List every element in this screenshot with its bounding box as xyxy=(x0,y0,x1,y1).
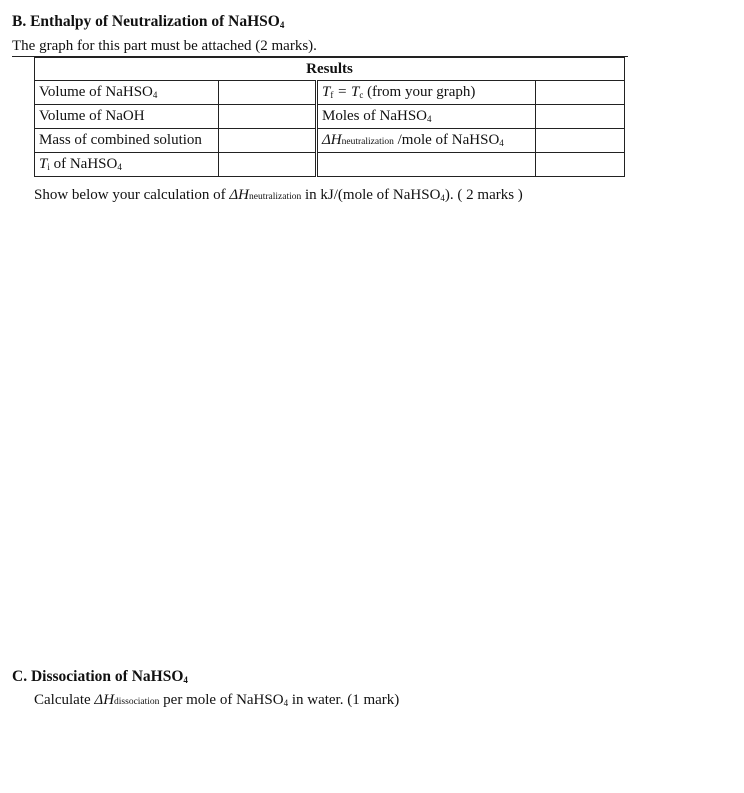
label-text: T xyxy=(39,156,48,172)
label-subscript: neutralization xyxy=(341,137,394,147)
section-b-title-text: B. Enthalpy of Neutralization of NaHSO xyxy=(12,13,280,30)
calculation-prompt xyxy=(34,187,523,204)
prompt-subscript: 4 xyxy=(283,698,289,708)
section-c-title-text: C. Dissociation of NaHSO xyxy=(12,668,184,685)
dissociation-answer-area[interactable] xyxy=(34,716,714,786)
label-subscript: i xyxy=(47,162,50,172)
table-row xyxy=(35,153,625,177)
label-subscript: 4 xyxy=(152,90,158,100)
input-tf-tc[interactable] xyxy=(536,81,625,105)
delta-h-symbol: ΔH xyxy=(94,692,115,708)
label-mass-combined: Mass of combined solution xyxy=(35,129,219,153)
label-text: of NaHSO xyxy=(49,156,118,172)
prompt-text: Show below your calculation of xyxy=(34,187,230,203)
label-moles-nahso4 xyxy=(317,105,536,129)
label-subscript: 4 xyxy=(499,138,504,148)
results-title: Results xyxy=(35,58,625,81)
label-text: = T xyxy=(333,84,360,100)
label-subscript: f xyxy=(330,90,334,100)
input-volume-naoh[interactable] xyxy=(219,105,317,129)
label-text: Moles of NaHSO xyxy=(322,108,427,124)
calculation-answer-area[interactable] xyxy=(34,212,714,652)
section-c-heading xyxy=(12,668,188,686)
dissociation-prompt xyxy=(34,692,399,709)
label-text: Volume of NaHSO xyxy=(39,84,153,100)
label-text: (from your graph) xyxy=(363,84,476,100)
input-dh-neutralization[interactable] xyxy=(536,129,625,153)
empty-label-cell xyxy=(317,153,536,177)
input-moles-nahso4[interactable] xyxy=(536,105,625,129)
section-b-title-subscript: 4 xyxy=(279,20,285,30)
table-row xyxy=(35,105,625,129)
input-volume-nahso4[interactable] xyxy=(219,81,317,105)
prompt-subscript: neutralization xyxy=(249,192,302,202)
prompt-text: in kJ/(mole of NaHSO xyxy=(301,187,441,203)
table-row xyxy=(35,129,625,153)
input-mass-combined[interactable] xyxy=(219,129,317,153)
label-tf-tc xyxy=(317,81,536,105)
prompt-text: per mole of NaHSO xyxy=(159,692,284,708)
results-table xyxy=(34,57,625,177)
label-volume-nahso4 xyxy=(35,81,219,105)
label-dh-neutralization xyxy=(317,129,536,153)
graph-attachment-note: The graph for this part must be attached (2 marks). xyxy=(12,38,317,54)
prompt-text: Calculate xyxy=(34,692,95,708)
label-ti-nahso4 xyxy=(35,153,219,177)
prompt-subscript: 4 xyxy=(440,193,445,203)
table-row xyxy=(35,81,625,105)
section-c-title-subscript: 4 xyxy=(183,675,188,685)
empty-input-cell[interactable] xyxy=(536,153,625,177)
label-text: ΔH xyxy=(322,132,342,148)
delta-h-symbol: ΔH xyxy=(229,187,250,203)
label-subscript: c xyxy=(359,90,364,100)
label-text: /mole of NaHSO xyxy=(393,132,500,148)
prompt-text: in water. (1 mark) xyxy=(288,692,400,708)
prompt-text: ). ( 2 marks ) xyxy=(444,187,523,203)
prompt-subscript: dissociation xyxy=(114,697,160,707)
label-subscript: 4 xyxy=(427,114,432,124)
label-subscript: 4 xyxy=(117,162,122,172)
label-text: T xyxy=(322,84,331,100)
results-title-row xyxy=(35,58,625,81)
section-b-heading xyxy=(12,13,284,31)
label-volume-naoh: Volume of NaOH xyxy=(35,105,219,129)
input-ti-nahso4[interactable] xyxy=(219,153,317,177)
